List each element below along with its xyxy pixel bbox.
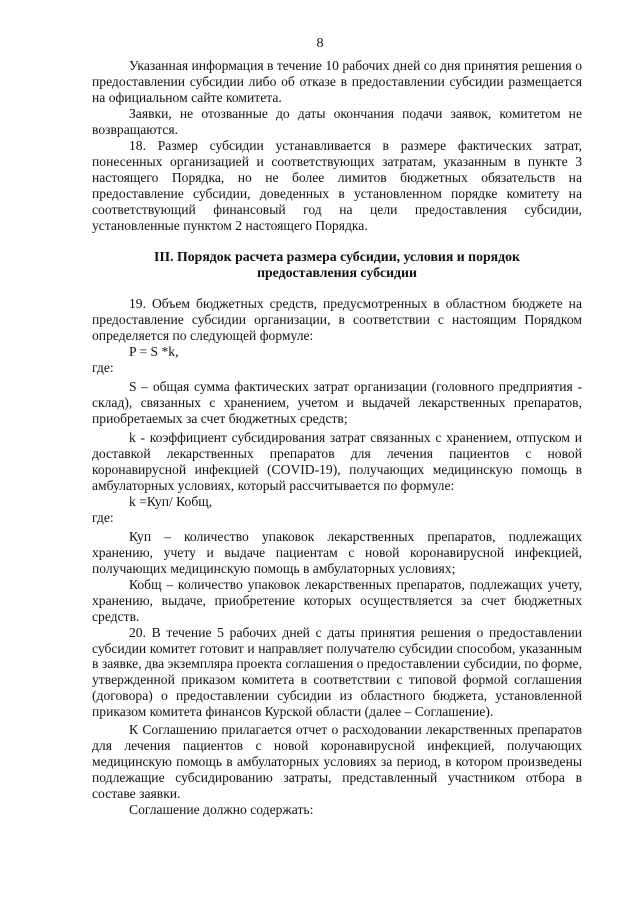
- paragraph-info-publication: Указанная информация в течение 10 рабочих дней со дня принятия решения о предоставлении субсидии либо об отказе в предоставлении субсидии размещается на официальном сайте комитета.: [92, 58, 582, 105]
- paragraph-report: К Соглашению прилагается отчет о расходовании лекарственных препаратов для лечения пациентов с новой коронавирусной инфекцией, получающих медицинскую помощь в амбулаторных условиях за период, в котором произведены подлежащие субсидированию затраты, представленный участником отбора в составе заявки.: [92, 722, 582, 802]
- document-body: [92, 58, 582, 818]
- formula-p: P = S *k,: [129, 344, 179, 360]
- paragraph-agreement-contents: Соглашение должно содержать:: [129, 802, 314, 818]
- formula-k: k =Куп/ Кобщ,: [129, 493, 213, 509]
- paragraph-20: 20. В течение 5 рабочих дней с даты принятия решения о предоставлении субсидии комитет готовит и направляет получателю субсидии способом, указанным в заявке, два экземпляра проекта соглашения о предоставлении субсидии, по форме, утвержденной приказом комитета в соответствии с типовой формой соглашения (договора) о предоставлении субсидии из областного бюджета, установленной приказом комитета финансов Курской области (далее – Соглашение).: [92, 624, 582, 720]
- paragraph-applications-not-returned: Заявки, не отозванные до даты окончания подачи заявок, комитетом не возвращаются.: [92, 105, 582, 137]
- where-label: где:: [92, 509, 114, 525]
- page-number: 8: [316, 36, 324, 51]
- where-label: где:: [92, 360, 114, 376]
- section-heading: III. Порядок расчета размера субсидии, условия и порядок предоставления субсидии: [154, 249, 520, 281]
- definition-s: S – общая сумма фактических затрат организации (головного предприятия - склад), связанных с хранением, учетом и выдачей лекарственных препаратов, приобретаемых за счет бюджетных средств;: [92, 379, 582, 427]
- definition-kobsh: Кобщ – количество упаковок лекарственных препаратов, подлежащих учету, хранению, выдаче, приобретение которых осуществляется за счет бюджетных средств.: [92, 576, 582, 624]
- definition-k: k - коэффициент субсидирования затрат связанных с хранением, отпуском и доставкой лекарственных препаратов для лечения пациентов с новой коронавирусной инфекцией (COVID-19), получающих медицинскую помощь в амбулаторных условиях, который рассчитывается по формуле:: [92, 430, 582, 493]
- definition-kup: Куп – количество упаковок лекарственных препаратов, подлежащих хранению, учету и выдаче пациентам с новой коронавирусной инфекцией, получающих медицинскую помощь в амбулаторных условиях;: [92, 528, 582, 576]
- paragraph-19: 19. Объем бюджетных средств, предусмотренных в областном бюджете на предоставление субсидии организации, в соответствии с настоящим Порядком определяется по следующей формуле:: [92, 296, 582, 344]
- paragraph-18: 18. Размер субсидии устанавливается в размере фактических затрат, понесенных организацией и соответствующих затратам, указанным в пункте 3 настоящего Порядка, но не более лимитов бюджетных обязательств на предоставление субсидии, доведенных в установленном порядке комитету на соответствующий финансовый год на цели предоставления субсидии, установленные пунктом 2 настоящего Порядка.: [92, 137, 582, 233]
